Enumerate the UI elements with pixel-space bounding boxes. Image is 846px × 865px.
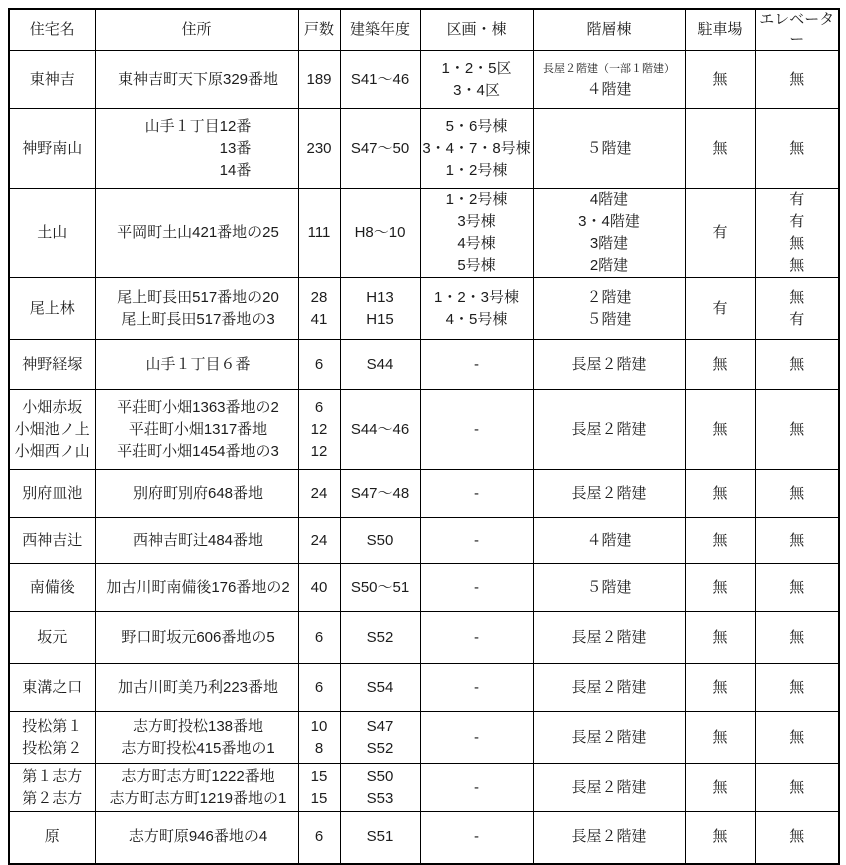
cell-line: 3号棟 bbox=[457, 213, 496, 230]
table-row bbox=[9, 109, 839, 189]
cell-line: ５階建 bbox=[586, 139, 632, 157]
cell-name bbox=[9, 518, 95, 564]
cell-line: 志方町原946番地の4 bbox=[128, 828, 268, 846]
cell-line: 28 bbox=[310, 288, 328, 306]
cell-line: 無 bbox=[712, 628, 728, 646]
cell-line: 無 bbox=[789, 484, 805, 502]
cell-line: 41 bbox=[310, 310, 328, 328]
cell-line: 土山 bbox=[37, 224, 68, 241]
cell-line: H8～10 bbox=[354, 224, 406, 241]
cell-addr bbox=[95, 278, 298, 340]
table-row bbox=[9, 712, 839, 764]
cell-elevator bbox=[755, 278, 839, 340]
cell-line: 神野経塚 bbox=[22, 355, 83, 373]
cell-addr bbox=[95, 189, 298, 278]
cell-line: 有 bbox=[789, 213, 805, 230]
cell-floors bbox=[533, 470, 685, 518]
cell-line: 投松第１ bbox=[22, 717, 83, 735]
cell-line: 尾上林 bbox=[29, 299, 75, 317]
cell-line: 長屋２階建 bbox=[571, 484, 647, 502]
cell-addr bbox=[95, 390, 298, 470]
cell-block bbox=[420, 664, 533, 712]
cell-block bbox=[420, 764, 533, 812]
cell-floors bbox=[533, 564, 685, 612]
cell-year bbox=[340, 109, 420, 189]
cell-line: 西神吉辻 bbox=[22, 531, 83, 549]
column-header-name: 住宅名 bbox=[9, 9, 95, 51]
cell-elevator bbox=[755, 390, 839, 470]
cell-line: 6 bbox=[314, 828, 324, 846]
cell-line: 無 bbox=[712, 70, 728, 88]
cell-year bbox=[340, 470, 420, 518]
cell-line: S52 bbox=[366, 739, 394, 757]
cell-line: H13 bbox=[366, 288, 394, 306]
cell-floors bbox=[533, 712, 685, 764]
cell-line: 4・5号棟 bbox=[445, 310, 508, 328]
cell-floors bbox=[533, 612, 685, 664]
cell-line: H15 bbox=[366, 310, 394, 328]
table-row bbox=[9, 470, 839, 518]
cell-name bbox=[9, 612, 95, 664]
cell-elevator bbox=[755, 612, 839, 664]
cell-line: 24 bbox=[310, 531, 328, 549]
cell-line: ５階建 bbox=[586, 310, 632, 328]
cell-line: 無 bbox=[712, 828, 728, 846]
cell-name bbox=[9, 664, 95, 712]
cell-line: 別府皿池 bbox=[22, 484, 83, 502]
column-header-parking: 駐車場 bbox=[685, 9, 755, 51]
cell-line: S52 bbox=[366, 628, 394, 646]
cell-line: 加古川町美乃利223番地 bbox=[117, 678, 279, 696]
cell-line: S41～46 bbox=[350, 70, 410, 88]
cell-line: 12 bbox=[310, 442, 328, 460]
cell-line: 無 bbox=[789, 257, 805, 274]
cell-line: 東神吉 bbox=[29, 70, 75, 88]
cell-line: S54 bbox=[366, 678, 394, 696]
cell-addr bbox=[95, 470, 298, 518]
cell-elevator bbox=[755, 470, 839, 518]
cell-line: 無 bbox=[789, 728, 805, 746]
cell-line: - bbox=[474, 420, 479, 438]
cell-elevator bbox=[755, 340, 839, 390]
cell-line: 長屋２階建 bbox=[571, 420, 647, 438]
cell-line: 無 bbox=[789, 420, 805, 438]
cell-units bbox=[298, 340, 340, 390]
cell-block bbox=[420, 564, 533, 612]
cell-units bbox=[298, 470, 340, 518]
cell-floors bbox=[533, 764, 685, 812]
cell-line: 無 bbox=[712, 484, 728, 502]
cell-line: 無 bbox=[712, 578, 728, 596]
cell-floors bbox=[533, 812, 685, 864]
cell-line: 別府町別府648番地 bbox=[132, 484, 264, 502]
cell-line: 山手１丁目12番 bbox=[144, 117, 252, 135]
cell-line: 長屋２階建（一部１階建） bbox=[543, 62, 675, 75]
cell-line: 長屋２階建 bbox=[571, 778, 647, 796]
cell-addr bbox=[95, 564, 298, 612]
cell-line: ２階建 bbox=[586, 288, 632, 306]
cell-year bbox=[340, 812, 420, 864]
cell-elevator bbox=[755, 109, 839, 189]
cell-parking bbox=[685, 764, 755, 812]
cell-year bbox=[340, 51, 420, 109]
cell-line: 無 bbox=[789, 235, 805, 252]
cell-block bbox=[420, 189, 533, 278]
cell-units bbox=[298, 518, 340, 564]
cell-line: 24 bbox=[310, 484, 328, 502]
cell-year bbox=[340, 712, 420, 764]
cell-line: S50 bbox=[366, 767, 394, 785]
cell-line: 14番 bbox=[144, 161, 252, 179]
column-header-units: 戸数 bbox=[298, 9, 340, 51]
cell-line: 40 bbox=[310, 578, 328, 596]
cell-line: 神野南山 bbox=[22, 139, 83, 157]
cell-addr bbox=[95, 812, 298, 864]
cell-line: 無 bbox=[789, 828, 805, 846]
cell-line: 志方町志方町1219番地の1 bbox=[109, 789, 287, 807]
cell-line: 無 bbox=[712, 728, 728, 746]
cell-line: 230 bbox=[306, 139, 332, 157]
cell-name bbox=[9, 109, 95, 189]
table-row bbox=[9, 564, 839, 612]
cell-line: 無 bbox=[712, 420, 728, 438]
cell-line: - bbox=[474, 628, 479, 646]
cell-line: ４階建 bbox=[586, 531, 632, 549]
cell-line: 有 bbox=[712, 299, 728, 317]
cell-floors bbox=[533, 51, 685, 109]
cell-parking bbox=[685, 51, 755, 109]
cell-line: 15 bbox=[310, 767, 328, 785]
cell-line: 2階建 bbox=[589, 257, 629, 274]
cell-line: 平岡町土山421番地の25 bbox=[117, 224, 279, 241]
cell-line: 第１志方 bbox=[22, 767, 83, 785]
cell-addr bbox=[95, 712, 298, 764]
column-header-addr: 住所 bbox=[95, 9, 298, 51]
cell-line: 有 bbox=[789, 191, 805, 208]
cell-line: 無 bbox=[789, 678, 805, 696]
cell-line: 無 bbox=[789, 531, 805, 549]
cell-line: 南備後 bbox=[29, 578, 75, 596]
cell-year bbox=[340, 564, 420, 612]
cell-block bbox=[420, 109, 533, 189]
cell-line: 小畑西ノ山 bbox=[14, 442, 90, 460]
cell-line: - bbox=[474, 728, 479, 746]
cell-line: - bbox=[474, 678, 479, 696]
table-body bbox=[9, 51, 839, 864]
cell-line: S50 bbox=[366, 531, 394, 549]
cell-line: 平荘町小畑1454番地の3 bbox=[117, 442, 279, 460]
cell-parking bbox=[685, 390, 755, 470]
cell-name bbox=[9, 564, 95, 612]
cell-line: 15 bbox=[310, 789, 328, 807]
cell-year bbox=[340, 612, 420, 664]
cell-line: 長屋２階建 bbox=[571, 628, 647, 646]
cell-line: 無 bbox=[789, 139, 805, 157]
cell-line: S50～51 bbox=[350, 578, 410, 596]
cell-units bbox=[298, 564, 340, 612]
cell-line: 4号棟 bbox=[457, 235, 496, 252]
cell-name bbox=[9, 278, 95, 340]
cell-line: S44 bbox=[366, 355, 394, 373]
cell-line: 志方町志方町1222番地 bbox=[121, 767, 275, 785]
cell-line: 無 bbox=[789, 70, 805, 88]
column-header-floors: 階層棟 bbox=[533, 9, 685, 51]
cell-line: 4階建 bbox=[589, 191, 629, 208]
cell-line: 1・2号棟 bbox=[445, 191, 508, 208]
cell-parking bbox=[685, 189, 755, 278]
column-header-elevator: エレベーター bbox=[755, 9, 839, 51]
cell-name bbox=[9, 340, 95, 390]
cell-addr bbox=[95, 612, 298, 664]
cell-line: 西神吉町辻484番地 bbox=[132, 531, 264, 549]
cell-elevator bbox=[755, 189, 839, 278]
cell-line: S51 bbox=[366, 828, 394, 846]
cell-line: 5号棟 bbox=[457, 257, 496, 274]
cell-floors bbox=[533, 189, 685, 278]
column-header-year: 建築年度 bbox=[340, 9, 420, 51]
cell-line: 6 bbox=[314, 355, 324, 373]
cell-name bbox=[9, 51, 95, 109]
cell-addr bbox=[95, 764, 298, 812]
cell-name bbox=[9, 812, 95, 864]
cell-line: 無 bbox=[789, 778, 805, 796]
cell-line: 東溝之口 bbox=[22, 678, 83, 696]
cell-line: S47～48 bbox=[350, 484, 410, 502]
cell-name bbox=[9, 712, 95, 764]
cell-elevator bbox=[755, 712, 839, 764]
cell-parking bbox=[685, 612, 755, 664]
cell-addr bbox=[95, 109, 298, 189]
cell-line: 尾上町長田517番地の20 bbox=[117, 288, 279, 306]
cell-floors bbox=[533, 278, 685, 340]
cell-line: S53 bbox=[366, 789, 394, 807]
cell-year bbox=[340, 518, 420, 564]
cell-year bbox=[340, 764, 420, 812]
cell-line: - bbox=[474, 778, 479, 796]
cell-block bbox=[420, 278, 533, 340]
cell-units bbox=[298, 812, 340, 864]
cell-line: 12 bbox=[310, 420, 328, 438]
cell-block bbox=[420, 812, 533, 864]
cell-units bbox=[298, 664, 340, 712]
cell-year bbox=[340, 278, 420, 340]
cell-line: 6 bbox=[314, 398, 324, 416]
cell-block bbox=[420, 518, 533, 564]
cell-line: 6 bbox=[314, 678, 324, 696]
cell-line: 無 bbox=[789, 288, 805, 306]
cell-floors bbox=[533, 664, 685, 712]
cell-block bbox=[420, 390, 533, 470]
cell-year bbox=[340, 390, 420, 470]
cell-block bbox=[420, 712, 533, 764]
cell-year bbox=[340, 664, 420, 712]
cell-line: 3・4階建 bbox=[578, 213, 640, 230]
cell-line: 原 bbox=[44, 828, 60, 846]
cell-addr bbox=[95, 664, 298, 712]
cell-line: 無 bbox=[789, 628, 805, 646]
cell-line: S44～46 bbox=[350, 420, 410, 438]
cell-line: 坂元 bbox=[37, 628, 68, 646]
table-row bbox=[9, 278, 839, 340]
column-header-block: 区画・棟 bbox=[420, 9, 533, 51]
cell-line: - bbox=[474, 484, 479, 502]
cell-line: 小畑赤坂 bbox=[22, 398, 83, 416]
cell-units bbox=[298, 109, 340, 189]
cell-units bbox=[298, 612, 340, 664]
cell-line: ５階建 bbox=[586, 578, 632, 596]
cell-line: S47～50 bbox=[350, 139, 410, 157]
cell-line: 投松第２ bbox=[22, 739, 83, 757]
cell-line: 長屋２階建 bbox=[571, 728, 647, 746]
cell-block bbox=[420, 51, 533, 109]
cell-parking bbox=[685, 278, 755, 340]
cell-floors bbox=[533, 340, 685, 390]
cell-block bbox=[420, 470, 533, 518]
cell-line: 6 bbox=[314, 628, 324, 646]
cell-line: ４階建 bbox=[586, 80, 632, 98]
cell-elevator bbox=[755, 518, 839, 564]
cell-line: 無 bbox=[712, 531, 728, 549]
cell-line: 無 bbox=[712, 678, 728, 696]
cell-units bbox=[298, 278, 340, 340]
cell-line: 第２志方 bbox=[22, 789, 83, 807]
cell-units bbox=[298, 51, 340, 109]
cell-elevator bbox=[755, 564, 839, 612]
table-row bbox=[9, 390, 839, 470]
cell-line: 志方町投松138番地 bbox=[132, 717, 264, 735]
cell-parking bbox=[685, 812, 755, 864]
cell-name bbox=[9, 764, 95, 812]
cell-line: 3・4・7・8号棟 bbox=[422, 139, 531, 157]
cell-parking bbox=[685, 109, 755, 189]
cell-line: 加古川町南備後176番地の2 bbox=[106, 578, 290, 596]
cell-line: 平荘町小畑1363番地の2 bbox=[117, 398, 279, 416]
cell-line: 志方町投松415番地の1 bbox=[121, 739, 275, 757]
cell-parking bbox=[685, 470, 755, 518]
table-row bbox=[9, 51, 839, 109]
cell-line: - bbox=[474, 355, 479, 373]
cell-parking bbox=[685, 518, 755, 564]
cell-line: 189 bbox=[306, 70, 332, 88]
cell-floors bbox=[533, 518, 685, 564]
table-header bbox=[9, 9, 839, 51]
cell-line: 10 bbox=[310, 717, 328, 735]
cell-line: 有 bbox=[789, 310, 805, 328]
cell-units bbox=[298, 712, 340, 764]
cell-line: 野口町坂元606番地の5 bbox=[121, 628, 275, 646]
cell-line: 無 bbox=[712, 778, 728, 796]
cell-units bbox=[298, 390, 340, 470]
cell-line: 111 bbox=[307, 224, 331, 241]
cell-line: 5・6号棟 bbox=[445, 117, 508, 135]
cell-elevator bbox=[755, 812, 839, 864]
cell-line: 有 bbox=[712, 224, 728, 241]
cell-line: - bbox=[474, 828, 479, 846]
cell-line: 東神吉町天下原329番地 bbox=[117, 70, 279, 88]
cell-line: - bbox=[474, 578, 479, 596]
cell-parking bbox=[685, 564, 755, 612]
cell-elevator bbox=[755, 51, 839, 109]
cell-line: 長屋２階建 bbox=[571, 828, 647, 846]
cell-line: 無 bbox=[789, 578, 805, 596]
cell-year bbox=[340, 340, 420, 390]
cell-line: 3階建 bbox=[589, 235, 629, 252]
cell-line: 1・2号棟 bbox=[445, 161, 508, 179]
cell-units bbox=[298, 764, 340, 812]
cell-units bbox=[298, 189, 340, 278]
cell-name bbox=[9, 189, 95, 278]
cell-floors bbox=[533, 109, 685, 189]
cell-line: 長屋２階建 bbox=[571, 355, 647, 373]
table-row bbox=[9, 340, 839, 390]
table-row bbox=[9, 612, 839, 664]
cell-parking bbox=[685, 712, 755, 764]
cell-line: 8 bbox=[314, 739, 324, 757]
cell-line: 小畑池ノ上 bbox=[14, 420, 90, 438]
table-row bbox=[9, 664, 839, 712]
cell-line: 尾上町長田517番地の3 bbox=[121, 310, 275, 328]
cell-line: 1・2・3号棟 bbox=[433, 288, 520, 306]
table-row bbox=[9, 764, 839, 812]
cell-elevator bbox=[755, 764, 839, 812]
cell-year bbox=[340, 189, 420, 278]
cell-elevator bbox=[755, 664, 839, 712]
housing-table bbox=[8, 8, 840, 865]
cell-name bbox=[9, 470, 95, 518]
cell-addr bbox=[95, 340, 298, 390]
cell-line: 13番 bbox=[144, 139, 252, 157]
cell-parking bbox=[685, 340, 755, 390]
header-row bbox=[9, 9, 839, 51]
cell-line: 無 bbox=[712, 139, 728, 157]
cell-line: 平荘町小畑1317番地 bbox=[128, 420, 268, 438]
cell-addr bbox=[95, 51, 298, 109]
cell-line: 無 bbox=[789, 355, 805, 373]
cell-line: S47 bbox=[366, 717, 394, 735]
cell-line: 3・4区 bbox=[453, 81, 500, 99]
cell-name bbox=[9, 390, 95, 470]
cell-addr bbox=[95, 518, 298, 564]
cell-line: 長屋２階建 bbox=[571, 678, 647, 696]
cell-block bbox=[420, 612, 533, 664]
table-row bbox=[9, 518, 839, 564]
cell-block bbox=[420, 340, 533, 390]
table-row bbox=[9, 189, 839, 278]
cell-floors bbox=[533, 390, 685, 470]
cell-line: - bbox=[474, 531, 479, 549]
cell-line: 山手１丁目６番 bbox=[145, 355, 251, 373]
table-row bbox=[9, 812, 839, 864]
cell-parking bbox=[685, 664, 755, 712]
cell-line: 1・2・5区 bbox=[441, 59, 512, 77]
cell-line: 無 bbox=[712, 355, 728, 373]
